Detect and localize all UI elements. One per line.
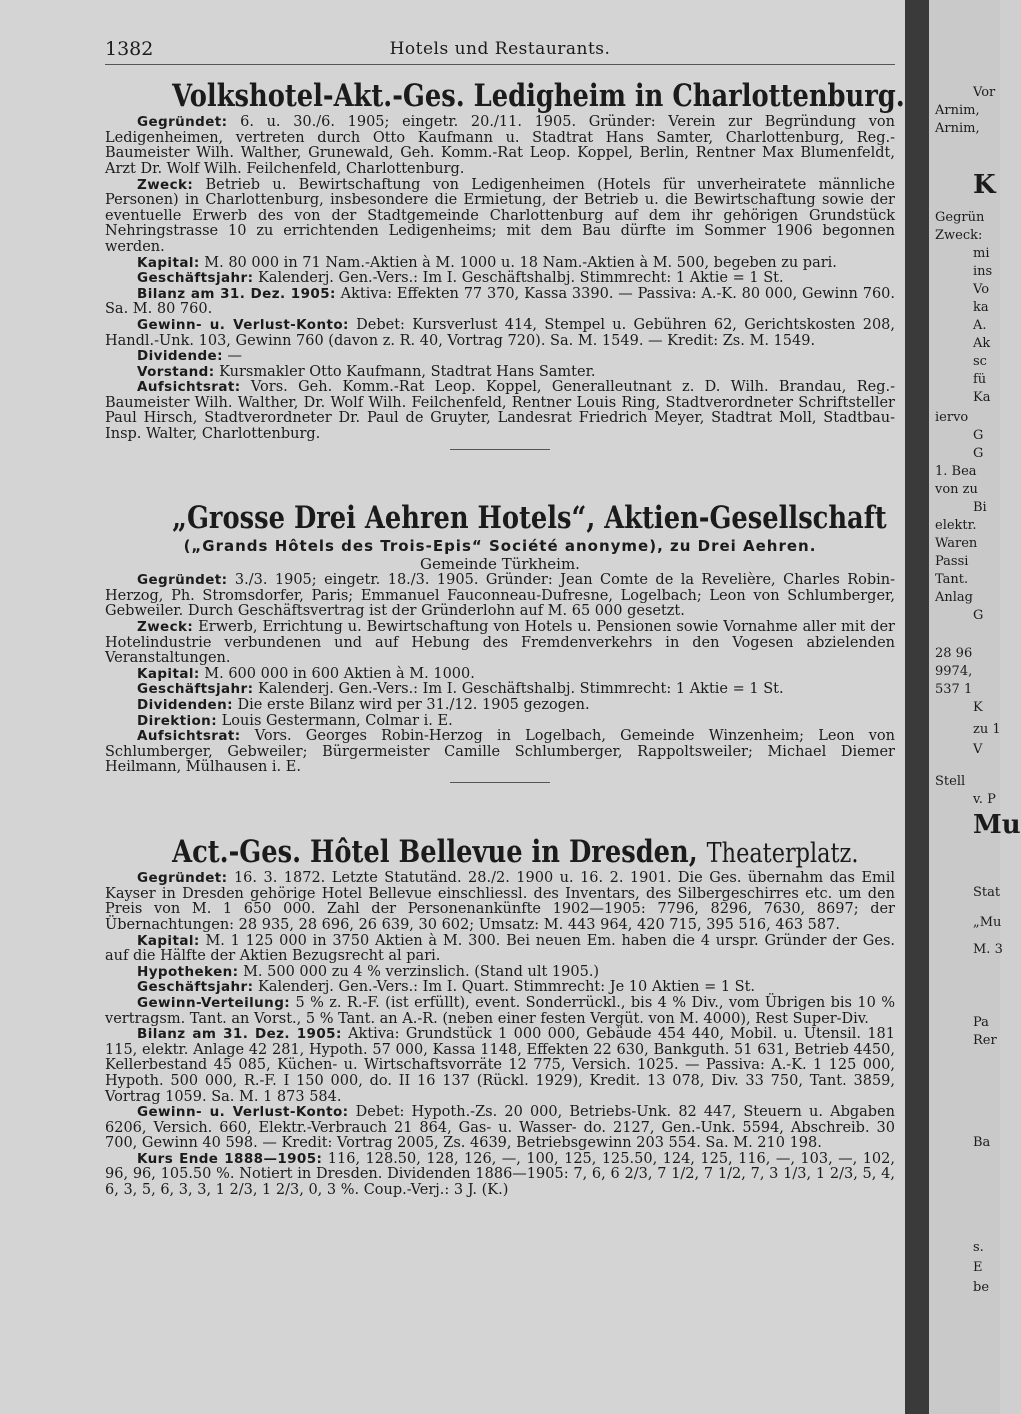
entry-volkshotel [105,78,905,458]
neighbor-text-fragment: Arnim, [935,121,980,136]
field-text: Kursmakler Otto Kaufmann, Stadtrat Hans Samter. [219,363,596,380]
paragraph [105,620,895,667]
field-text: Debet: Kursverlust 414, Stempel u. Gebühren 62, Gerichtskosten 208, Handl.-Unk. 103, Gewinn 760 (davon z. R. 40, Vortrag 720). Sa. M. 1549. — Kredit: Zs. M. 1549. [105,316,896,349]
field-label: Zweck: [137,176,194,193]
neighbor-text-fragment: 9974, [935,664,973,679]
field-text: Erwerb, Errichtung u. Bewirtschaftung von Hotels u. Pensionen sowie Vornahme aller mit der Hotelindustrie verbundenen und auf Hebung des Fremdenverkehrs in den Vogesen abzielenden Veranstaltungen. [105,618,895,667]
paragraph [105,729,895,776]
paragraph [105,178,895,256]
neighbor-text-fragment: Passi [935,554,969,569]
field-label: Aufsichtsrat: [137,728,241,745]
paragraph [105,934,895,965]
neighbor-text-fragment: G [973,428,984,443]
field-text: 3./3. 1905; eingetr. 18./3. 1905. Gründer: Jean Comte de la Revelière, Charles Robin-Herzog, Ph. Stromsdorfer, Paris; Emmanuel Fauconneau-Dufresne, Logelbach; Leon von Schlumberger, Gebweiler. Durch Geschäftsvertrag ist der Gründerlohn auf M. 65 000 gesetzt. [105,572,896,620]
entry-hotel-bellevue [105,834,895,1199]
paragraph [105,287,895,318]
neighbor-text-fragment: s. [973,1240,984,1255]
neighbor-text-fragment: fü [973,372,987,387]
field-text: Louis Gestermann, Colmar i. E. [221,712,453,729]
paragraph [105,271,895,287]
neighbor-text-fragment: A. [973,318,987,333]
field-label: Dividende: [137,348,223,365]
field-text: Aktiva: Grundstück 1 000 000, Gebäude 454 440, Mobil. u. Utensil. 181 115, elektr. Anlage 42 281, Hypoth. 57 000, Kassa 1148, Effekten 22 630, Bankguth. 51 631, Betrieb 4450, Kellerbestand 45 085, Küchen- u. Wirtschaftsvorräte 12 775, Versich. 1025. — Passiva: A.-K. 1 125 000, Hypoth. 500 000, R.-F. I 150 000, do. II 16 137 (Rückl. 1929), Kredit. 13 078, Div. 33 750, Tant. 3859, Vortrag 1059. Sa. M. 1 873 584. [105,1026,896,1105]
neighbor-text-fragment: 1. Bea [935,464,977,479]
neighbor-text-fragment: G [973,446,984,461]
neighbor-text-fragment: Stell [935,774,966,789]
entry-title-sub: Theaterplatz. [706,838,859,869]
running-title: Hotels und Restaurants. [389,39,611,59]
section-divider [450,449,550,450]
paragraph [105,996,895,1027]
neighbor-text-fragment: 28 96 [935,646,973,661]
paragraph [105,871,895,933]
field-text: — [227,348,243,365]
paragraph [105,965,895,981]
entry-title [172,834,859,871]
neighbor-text-fragment: M. 3 [973,942,1003,957]
neighbor-text-fragment: Ak [973,336,991,351]
paragraph [105,980,895,996]
field-label: Gegründet: [137,114,228,131]
neighbor-text-fragment: elektr. [935,518,977,533]
page-number: 1382 [105,38,154,60]
neighbor-text-fragment: mi [973,246,990,261]
neighbor-text-fragment: Stat [973,885,1001,900]
neighbor-text-fragment: Arnim, [935,103,980,118]
neighbor-text-fragment: Pa [973,1015,989,1030]
neighbor-text-fragment: Vor [973,85,996,100]
field-text: Betrieb u. Bewirtschaftung von Ledigenheimen (Hotels für unverheiratete männliche Personen) in Charlottenburg, insbesondere die Ermietung, der Betrieb u. die Bewirtschaftung sowie der eventuelle Erwerb des von der Stadtgemeinde Charlottenburg auf dem ihr gehörigen Grundstück Nehringstrasse 10 zu errichtenden Ledigenheims; mit dem Bau dürfte im Sommer 1906 begonnen werden. [105,176,896,255]
paragraph [105,256,895,272]
entry-body [105,573,895,776]
paragraph [105,698,895,714]
neighbor-text-fragment: Zweck: [935,228,983,243]
field-text: 116, 128.50, 128, 126, —, 100, 125, 125.50, 124, 125, 116, —, 103, —, 102, 96, 96, 105.50 %. Notiert in Dresden. Dividenden 1886—1905: 7, 6, 6 2/3, 7 1/2, 7 1/2, 7, 3 1/3, 1 2/3, 5, 4, 6, 3, 5, 6, 3, 3, 1 2/3, 1 2/3, 0, 3 %. Coup.-Verj.: 3 J. (K.) [105,1150,895,1199]
field-label: Bilanz am 31. Dez. 1905: [137,1026,342,1043]
neighbor-text-fragment: Ka [973,390,991,405]
field-text: M. 1 125 000 in 3750 Aktien à M. 300. Bei neuen Em. haben die 4 urspr. Gründer der Ges. auf die Hälfte der Aktien Bezugsrecht al pari. [105,932,895,965]
neighbor-text-fragment: Tant. [935,572,969,587]
field-label: Geschäftsjahr: [137,270,254,287]
neighbor-text-fragment: Vo [973,282,990,297]
neighbor-text-fragment: V [973,742,983,757]
entry-title-main: Act.-Ges. Hôtel Bellevue in Dresden, [172,834,698,870]
field-label: Geschäftsjahr: [137,681,254,698]
entry-body [105,871,895,1198]
field-label: Kapital: [137,932,200,949]
section-divider [450,782,550,783]
field-label: Dividenden: [137,696,233,713]
field-label: Zweck: [137,618,194,635]
neighbor-text-fragment: sc [973,354,987,369]
neighbor-text-fragment: iervo [935,410,969,425]
field-text: Die erste Bilanz wird per 31./12. 1905 gezogen. [237,696,590,713]
field-label: Vorstand: [137,363,215,380]
paragraph [105,115,895,177]
neighbor-text-fragment: K [973,170,996,200]
field-text: Kalenderj. Gen.-Vers.: Im I. Geschäftshalbj. Stimmrecht: 1 Aktie = 1 St. [257,270,784,287]
entry-body [105,115,895,442]
paragraph [105,318,895,349]
field-label: Geschäftsjahr: [137,979,254,996]
neighbor-text-fragment: „Mu [973,915,1002,930]
neighbor-text-fragment: Waren [935,536,978,551]
neighbor-text-fragment: Anlag [935,590,973,605]
neighbor-text-fragment: v. P [973,792,996,807]
neighbor-page-edge [929,0,1021,1414]
paragraph [105,682,895,698]
field-text: M. 600 000 in 600 Aktien à M. 1000. [204,665,475,682]
field-label: Gewinn-Verteilung: [137,994,291,1011]
field-label: Aufsichtsrat: [137,379,241,396]
paragraph [105,380,895,442]
field-text: Aktiva: Effekten 77 370, Kassa 3390. — Passiva: A.-K. 80 000, Gewinn 760. Sa. M. 80 760. [105,285,896,318]
field-text: 6. u. 30./6. 1905; eingetr. 20./11. 1905. Gründer: Verein zur Begründung von Ledigenheimen, vertreten durch Otto Kaufmann u. Stadtrat Hans Samter, Charlottenburg, Reg.-Baumeister Wilh. Walther, Grunewald, Geh. Komm.-Rat Leop. Koppel, Berlin, Rentner Max Blumenfeldt, Arzt Dr. Wolf Wilh. Feilchenfeld, Charlottenburg. [105,114,895,177]
neighbor-text-fragment: Mu [973,810,1021,840]
neighbor-text-fragment: Rer [973,1033,997,1048]
neighbor-text-fragment: Gegrün [935,210,985,225]
entry-title: „Grosse Drei Aehren Hotels“, Aktien-Gesellschaft [172,500,887,536]
neighbor-text-fragment: 537 1 [935,682,973,697]
field-label: Gewinn- u. Verlust-Konto: [137,1104,349,1121]
field-text: 5 % z. R.-F. (ist erfüllt), event. Sonderrückl., bis 4 % Div., vom Übrigen bis 10 % vertragsm. Tant. an Vorst., 5 % Tant. an A.-R. (neben einer festen Vergüt. von M. 4000), Rest Super-Div. [105,994,895,1027]
neighbor-text-fragment: Bi [973,500,987,515]
entry-drei-aehren [105,500,895,791]
paragraph [105,1027,895,1105]
field-label: Kurs Ende 1888—1905: [137,1150,323,1167]
page-gutter [905,0,929,1414]
field-text: M. 500 000 zu 4 % verzinslich. (Stand ult 1905.) [243,963,600,980]
field-text: 16. 3. 1872. Letzte Statutänd. 28./2. 1900 u. 16. 2. 1901. Die Ges. übernahm das Emil Kayser in Dresden gehörige Hotel Bellevue einschliessl. des Inventars, des Silbergeschirres etc. um den Preis von M. 1 650 000. Zahl der Personenankünfte 1902—1905: 7796, 8296, 7630, 8697; der Übernachtungen: 28 935, 28 696, 26 639, 30 602; Umsatz: M. 443 964, 420 715, 395 516, 463 587. [105,870,896,933]
field-text: Kalenderj. Gen.-Vers.: Im I. Geschäftshalbj. Stimmrecht: 1 Aktie = 1 St. [257,681,784,698]
field-label: Gewinn- u. Verlust-Konto: [137,316,349,333]
neighbor-text-fragment: zu 1 [973,722,1001,737]
entry-title: Volkshotel-Akt.-Ges. Ledigheim in Charlottenburg. [172,78,905,114]
paragraph [105,1152,895,1199]
neighbor-text-fragment: be [973,1280,990,1295]
field-text: Debet: Hypoth.-Zs. 20 000, Betriebs-Unk. 82 447, Steuern u. Abgaben 6206, Versich. 660, Elektr.-Verbrauch 21 864, Gas- u. Wasser- do. 2127, Gen.-Unk. 5594, Abschreib. 30 700, Gewinn 40 598. — Kredit: Vortrag 2005, Zs. 4639, Betriebsgewinn 203 554. Sa. M. 210 198. [105,1104,895,1152]
field-label: Gegründet: [137,870,228,887]
field-text: M. 80 000 in 71 Nam.-Aktien à M. 1000 u. 18 Nam.-Aktien à M. 500, begeben zu pari. [204,254,837,271]
paragraph [105,667,895,683]
field-text: Vors. Geh. Komm.-Rat Leop. Koppel, Generalleutnant z. D. Wilh. Brandau, Reg.-Baumeister Wilh. Walther, Dr. Wolf Wilh. Feilchenfeld, Rentner Louis Ring, Stadtverordneter Schriftsteller Paul Hirsch, Stadtverordneter Dr. Paul de Gruyter, Landesrat Friedrich Meyer, Stadtrat Moll, Stadtbau-Insp. Walter, Charlottenburg. [105,379,896,443]
field-label: Bilanz am 31. Dez. 1905: [137,285,336,302]
paragraph [105,349,895,365]
neighbor-text-fragment: von zu [935,482,978,497]
neighbor-text-fragment: ins [973,264,993,279]
paragraph [105,573,895,620]
neighbor-text-fragment: Ba [973,1135,991,1150]
neighbor-text-fragment: ka [973,300,989,315]
entry-subtitle: („Grands Hôtels des Trois-Epis“ Société anonyme), zu Drei Aehren. [183,537,817,556]
paragraph [105,1105,895,1152]
neighbor-text-fragment: G [973,608,984,623]
paragraph [105,365,895,381]
paragraph [105,714,895,730]
running-head [105,38,895,65]
neighbor-text-fragment: K [973,700,983,715]
field-label: Kapital: [137,665,200,682]
field-text: Kalenderj. Gen.-Vers.: Im I. Quart. Stimmrecht: Je 10 Aktien = 1 St. [257,979,756,996]
entry-location: Gemeinde Türkheim. [420,555,580,574]
field-label: Kapital: [137,254,200,271]
field-label: Gegründet: [137,572,228,589]
field-label: Direktion: [137,712,217,729]
field-text: Vors. Georges Robin-Herzog in Logelbach, Gemeinde Winzenheim; Leon von Schlumberger, Gebweiler; Bürgermeister Camille Schlumberger, Rappoltsweiler; Michael Diemer Heilmann, Mülhausen i. E. [105,728,896,776]
neighbor-text-fragment: E [973,1260,983,1275]
field-label: Hypotheken: [137,963,239,980]
